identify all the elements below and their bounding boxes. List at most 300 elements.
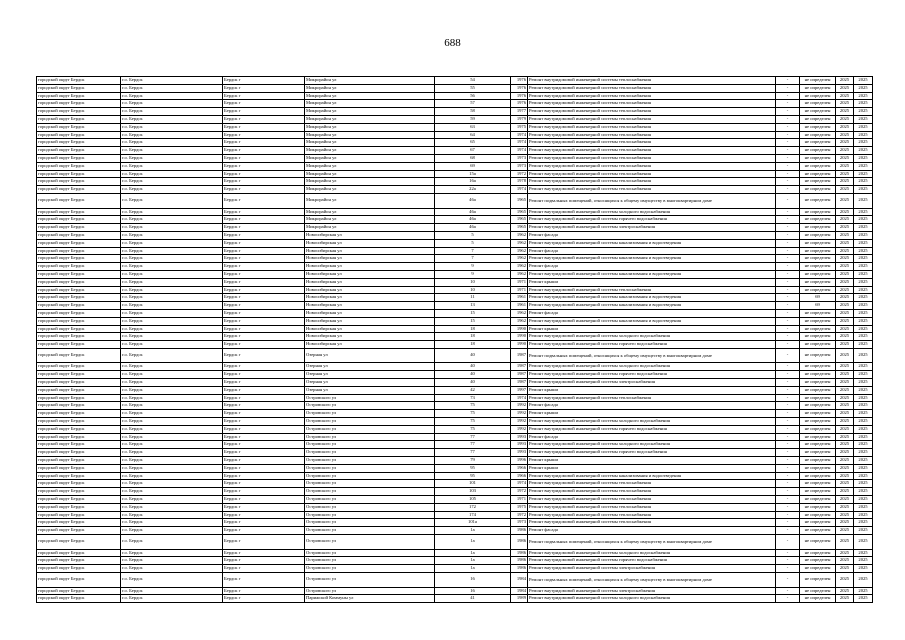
- dash-cell: -: [776, 464, 800, 472]
- dash-cell: -: [776, 84, 800, 92]
- dash-cell: -: [776, 147, 800, 155]
- dash-cell: -: [776, 433, 800, 441]
- house-number-cell: 77: [435, 449, 511, 457]
- amount-cell: не определен: [800, 84, 836, 92]
- house-number-cell: 16а: [435, 178, 511, 186]
- year-cell: 1984: [511, 587, 528, 595]
- plan-start-cell: 2025: [836, 302, 854, 310]
- year-cell: 1976: [511, 84, 528, 92]
- house-number-cell: 1а: [435, 527, 511, 535]
- dash-cell: -: [776, 418, 800, 426]
- street-cell: Микрорайон ул: [305, 115, 435, 123]
- year-cell: 1986: [511, 565, 528, 573]
- municipality-cell: городской округ Бердск: [37, 503, 121, 511]
- year-cell: 1962: [511, 247, 528, 255]
- work-type-cell: Ремонт подвальных помещений, относящихся к общему имуществу в многоквартирном доме: [528, 193, 776, 208]
- plan-start-cell: 2025: [836, 394, 854, 402]
- dash-cell: -: [776, 100, 800, 108]
- table-row: [37, 294, 873, 302]
- table-row: [37, 309, 873, 317]
- work-type-cell: Ремонт внутридомовой инженерной системы горячего водоснабжения: [528, 425, 776, 433]
- plan-end-cell: 2025: [854, 131, 873, 139]
- amount-cell: не определен: [800, 77, 836, 85]
- plan-end-cell: 2025: [854, 84, 873, 92]
- amount-cell: не определен: [800, 595, 836, 603]
- plan-start-cell: 2025: [836, 309, 854, 317]
- plan-end-cell: 2025: [854, 410, 873, 418]
- amount-cell: не определен: [800, 488, 836, 496]
- municipality-cell: городской округ Бердск: [37, 162, 121, 170]
- street-cell: Парижской Коммуны ул: [305, 595, 435, 603]
- amount-cell: не определен: [800, 170, 836, 178]
- year-cell: 1992: [511, 425, 528, 433]
- municipality-cell: городской округ Бердск: [37, 216, 121, 224]
- house-number-cell: 18: [435, 333, 511, 341]
- amount-cell: не определен: [800, 587, 836, 595]
- table-row: [37, 186, 873, 194]
- work-type-cell: Ремонт фасада: [528, 527, 776, 535]
- year-cell: 1974: [511, 186, 528, 194]
- dash-cell: -: [776, 216, 800, 224]
- municipality-cell: городской округ Бердск: [37, 270, 121, 278]
- table-row: [37, 108, 873, 116]
- street-cell: Микрорайон ул: [305, 170, 435, 178]
- plan-start-cell: 2025: [836, 488, 854, 496]
- plan-end-cell: 2025: [854, 386, 873, 394]
- work-type-cell: Ремонт внутридомовой инженерной системы теплоснабжения: [528, 84, 776, 92]
- settlement-cell: г.о. Бердск: [121, 170, 223, 178]
- work-type-cell: Ремонт внутридомовой инженерной системы теплоснабжения: [528, 394, 776, 402]
- municipality-cell: городской округ Бердск: [37, 425, 121, 433]
- plan-start-cell: 2025: [836, 410, 854, 418]
- street-cell: Новосибирская ул: [305, 302, 435, 310]
- plan-end-cell: 2025: [854, 255, 873, 263]
- amount-cell: не определен: [800, 573, 836, 588]
- plan-end-cell: 2025: [854, 573, 873, 588]
- amount-cell: не определен: [800, 394, 836, 402]
- amount-cell: не определен: [800, 333, 836, 341]
- street-cell: Островского ул: [305, 464, 435, 472]
- street-cell: Микрорайон ул: [305, 123, 435, 131]
- city-cell: Бердск г: [223, 178, 305, 186]
- municipality-cell: городской округ Бердск: [37, 587, 121, 595]
- city-cell: Бердск г: [223, 162, 305, 170]
- plan-start-cell: 2025: [836, 123, 854, 131]
- municipality-cell: городской округ Бердск: [37, 535, 121, 550]
- plan-start-cell: 2025: [836, 84, 854, 92]
- year-cell: 1990: [511, 325, 528, 333]
- work-type-cell: Ремонт внутридомовой инженерной системы электроснабжения: [528, 587, 776, 595]
- street-cell: Микрорайон ул: [305, 131, 435, 139]
- plan-end-cell: 2025: [854, 418, 873, 426]
- table-row: [37, 231, 873, 239]
- city-cell: Бердск г: [223, 348, 305, 363]
- plan-end-cell: 2025: [854, 247, 873, 255]
- amount-cell: не определен: [800, 410, 836, 418]
- house-number-cell: 1а: [435, 565, 511, 573]
- settlement-cell: г.о. Бердск: [121, 131, 223, 139]
- municipality-cell: городской округ Бердск: [37, 565, 121, 573]
- settlement-cell: г.о. Бердск: [121, 255, 223, 263]
- city-cell: Бердск г: [223, 386, 305, 394]
- table-row: [37, 441, 873, 449]
- street-cell: Островского ул: [305, 511, 435, 519]
- work-type-cell: Ремонт внутридомовой инженерной системы теплоснабжения: [528, 178, 776, 186]
- plan-start-cell: 2025: [836, 549, 854, 557]
- amount-cell: не определен: [800, 108, 836, 116]
- street-cell: Островского ул: [305, 587, 435, 595]
- dash-cell: -: [776, 139, 800, 147]
- dash-cell: -: [776, 480, 800, 488]
- street-cell: Озерная ул: [305, 363, 435, 371]
- amount-cell: 69: [800, 302, 836, 310]
- house-number-cell: 5: [435, 239, 511, 247]
- house-number-cell: 13: [435, 302, 511, 310]
- municipality-cell: городской округ Бердск: [37, 464, 121, 472]
- table-row: [37, 511, 873, 519]
- municipality-cell: городской округ Бердск: [37, 341, 121, 349]
- amount-cell: не определен: [800, 139, 836, 147]
- house-number-cell: 41: [435, 595, 511, 603]
- table-row: [37, 162, 873, 170]
- city-cell: Бердск г: [223, 573, 305, 588]
- amount-cell: не определен: [800, 270, 836, 278]
- year-cell: 1975: [511, 503, 528, 511]
- dash-cell: -: [776, 379, 800, 387]
- plan-start-cell: 2025: [836, 325, 854, 333]
- table-row: [37, 216, 873, 224]
- plan-end-cell: 2025: [854, 433, 873, 441]
- city-cell: Бердск г: [223, 333, 305, 341]
- dash-cell: -: [776, 247, 800, 255]
- municipality-cell: городской округ Бердск: [37, 557, 121, 565]
- city-cell: Бердск г: [223, 410, 305, 418]
- year-cell: 1987: [511, 379, 528, 387]
- house-number-cell: 54: [435, 77, 511, 85]
- dash-cell: -: [776, 108, 800, 116]
- city-cell: Бердск г: [223, 488, 305, 496]
- plan-start-cell: 2025: [836, 535, 854, 550]
- settlement-cell: г.о. Бердск: [121, 371, 223, 379]
- plan-start-cell: 2025: [836, 239, 854, 247]
- street-cell: Новосибирская ул: [305, 263, 435, 271]
- amount-cell: не определен: [800, 278, 836, 286]
- settlement-cell: г.о. Бердск: [121, 386, 223, 394]
- plan-start-cell: 2025: [836, 557, 854, 565]
- plan-end-cell: 2025: [854, 147, 873, 155]
- plan-end-cell: 2025: [854, 496, 873, 504]
- year-cell: 1962: [511, 270, 528, 278]
- dash-cell: -: [776, 457, 800, 465]
- city-cell: Бердск г: [223, 263, 305, 271]
- dash-cell: -: [776, 239, 800, 247]
- dash-cell: -: [776, 573, 800, 588]
- street-cell: Новосибирская ул: [305, 247, 435, 255]
- city-cell: Бердск г: [223, 433, 305, 441]
- dash-cell: -: [776, 131, 800, 139]
- settlement-cell: г.о. Бердск: [121, 309, 223, 317]
- year-cell: 1973: [511, 519, 528, 527]
- house-number-cell: 77: [435, 433, 511, 441]
- amount-cell: не определен: [800, 131, 836, 139]
- plan-start-cell: 2025: [836, 449, 854, 457]
- work-type-cell: Ремонт внутридомовой инженерной системы канализования и водоотведения: [528, 239, 776, 247]
- city-cell: Бердск г: [223, 402, 305, 410]
- work-type-cell: Ремонт крыши: [528, 278, 776, 286]
- city-cell: Бердск г: [223, 108, 305, 116]
- city-cell: Бердск г: [223, 131, 305, 139]
- city-cell: Бердск г: [223, 147, 305, 155]
- city-cell: Бердск г: [223, 480, 305, 488]
- street-cell: Островского ул: [305, 433, 435, 441]
- plan-start-cell: 2025: [836, 224, 854, 232]
- work-type-cell: Ремонт внутридомовой инженерной системы теплоснабжения: [528, 139, 776, 147]
- plan-end-cell: 2025: [854, 464, 873, 472]
- city-cell: Бердск г: [223, 216, 305, 224]
- street-cell: Островского ул: [305, 425, 435, 433]
- table-row: [37, 115, 873, 123]
- dash-cell: -: [776, 309, 800, 317]
- work-type-cell: Ремонт внутридомовой инженерной системы канализования и водоотведения: [528, 294, 776, 302]
- table-row: [37, 488, 873, 496]
- plan-end-cell: 2025: [854, 294, 873, 302]
- plan-start-cell: 2025: [836, 441, 854, 449]
- municipality-cell: городской округ Бердск: [37, 77, 121, 85]
- city-cell: Бердск г: [223, 317, 305, 325]
- dash-cell: -: [776, 557, 800, 565]
- street-cell: Островского ул: [305, 527, 435, 535]
- table-row: [37, 535, 873, 550]
- settlement-cell: г.о. Бердск: [121, 84, 223, 92]
- street-cell: Новосибирская ул: [305, 231, 435, 239]
- municipality-cell: городской округ Бердск: [37, 263, 121, 271]
- dash-cell: -: [776, 519, 800, 527]
- settlement-cell: г.о. Бердск: [121, 108, 223, 116]
- plan-end-cell: 2025: [854, 286, 873, 294]
- city-cell: Бердск г: [223, 472, 305, 480]
- house-number-cell: 75: [435, 425, 511, 433]
- municipality-cell: городской округ Бердск: [37, 247, 121, 255]
- dash-cell: -: [776, 170, 800, 178]
- plan-end-cell: 2025: [854, 402, 873, 410]
- house-number-cell: 46а: [435, 224, 511, 232]
- amount-cell: не определен: [800, 341, 836, 349]
- house-number-cell: 95: [435, 472, 511, 480]
- amount-cell: не определен: [800, 503, 836, 511]
- work-type-cell: Ремонт внутридомовой инженерной системы теплоснабжения: [528, 503, 776, 511]
- street-cell: Островского ул: [305, 535, 435, 550]
- street-cell: Островского ул: [305, 496, 435, 504]
- table-body: [37, 77, 873, 603]
- amount-cell: не определен: [800, 100, 836, 108]
- house-number-cell: 1а: [435, 549, 511, 557]
- city-cell: Бердск г: [223, 170, 305, 178]
- house-number-cell: 174: [435, 511, 511, 519]
- house-number-cell: 15: [435, 309, 511, 317]
- table-row: [37, 325, 873, 333]
- plan-start-cell: 2025: [836, 270, 854, 278]
- settlement-cell: г.о. Бердск: [121, 472, 223, 480]
- dash-cell: -: [776, 472, 800, 480]
- plan-start-cell: 2025: [836, 263, 854, 271]
- year-cell: 1976: [511, 92, 528, 100]
- table-row: [37, 464, 873, 472]
- settlement-cell: г.о. Бердск: [121, 216, 223, 224]
- year-cell: 1962: [511, 239, 528, 247]
- house-number-cell: 46а: [435, 208, 511, 216]
- settlement-cell: г.о. Бердск: [121, 565, 223, 573]
- house-number-cell: 40: [435, 363, 511, 371]
- plan-start-cell: 2025: [836, 418, 854, 426]
- street-cell: Островского ул: [305, 573, 435, 588]
- settlement-cell: г.о. Бердск: [121, 193, 223, 208]
- dash-cell: -: [776, 302, 800, 310]
- dash-cell: -: [776, 496, 800, 504]
- amount-cell: не определен: [800, 216, 836, 224]
- capital-repair-table: [36, 76, 873, 603]
- work-type-cell: Ремонт подвальных помещений, относящихся к общему имуществу в многоквартирном доме: [528, 535, 776, 550]
- street-cell: Озерная ул: [305, 371, 435, 379]
- plan-end-cell: 2025: [854, 263, 873, 271]
- street-cell: Микрорайон ул: [305, 216, 435, 224]
- street-cell: Микрорайон ул: [305, 186, 435, 194]
- plan-start-cell: 2025: [836, 425, 854, 433]
- municipality-cell: городской округ Бердск: [37, 418, 121, 426]
- year-cell: 1993: [511, 441, 528, 449]
- city-cell: Бердск г: [223, 527, 305, 535]
- amount-cell: не определен: [800, 224, 836, 232]
- year-cell: 1992: [511, 410, 528, 418]
- plan-start-cell: 2025: [836, 480, 854, 488]
- plan-start-cell: 2025: [836, 511, 854, 519]
- plan-start-cell: 2025: [836, 433, 854, 441]
- work-type-cell: Ремонт внутридомовой инженерной системы теплоснабжения: [528, 511, 776, 519]
- municipality-cell: городской округ Бердск: [37, 433, 121, 441]
- city-cell: Бердск г: [223, 441, 305, 449]
- municipality-cell: городской округ Бердск: [37, 115, 121, 123]
- plan-end-cell: 2025: [854, 535, 873, 550]
- year-cell: 1962: [511, 255, 528, 263]
- settlement-cell: г.о. Бердск: [121, 100, 223, 108]
- settlement-cell: г.о. Бердск: [121, 511, 223, 519]
- table-row: [37, 519, 873, 527]
- table-row: [37, 123, 873, 131]
- municipality-cell: городской округ Бердск: [37, 239, 121, 247]
- amount-cell: не определен: [800, 565, 836, 573]
- settlement-cell: г.о. Бердск: [121, 573, 223, 588]
- street-cell: Островского ул: [305, 488, 435, 496]
- city-cell: Бердск г: [223, 549, 305, 557]
- work-type-cell: Ремонт фасада: [528, 263, 776, 271]
- work-type-cell: Ремонт внутридомовой инженерной системы горячего водоснабжения: [528, 371, 776, 379]
- house-number-cell: 40: [435, 371, 511, 379]
- year-cell: 1966: [511, 464, 528, 472]
- year-cell: 1965: [511, 224, 528, 232]
- house-number-cell: 55: [435, 84, 511, 92]
- plan-start-cell: 2025: [836, 503, 854, 511]
- settlement-cell: г.о. Бердск: [121, 77, 223, 85]
- amount-cell: не определен: [800, 162, 836, 170]
- city-cell: Бердск г: [223, 371, 305, 379]
- year-cell: 1976: [511, 100, 528, 108]
- dash-cell: -: [776, 363, 800, 371]
- dash-cell: -: [776, 425, 800, 433]
- municipality-cell: городской округ Бердск: [37, 255, 121, 263]
- city-cell: Бердск г: [223, 457, 305, 465]
- plan-start-cell: 2025: [836, 464, 854, 472]
- year-cell: 1992: [511, 402, 528, 410]
- city-cell: Бердск г: [223, 92, 305, 100]
- settlement-cell: г.о. Бердск: [121, 503, 223, 511]
- settlement-cell: г.о. Бердск: [121, 587, 223, 595]
- settlement-cell: г.о. Бердск: [121, 154, 223, 162]
- house-number-cell: 172: [435, 503, 511, 511]
- settlement-cell: г.о. Бердск: [121, 341, 223, 349]
- year-cell: 1962: [511, 317, 528, 325]
- plan-start-cell: 2025: [836, 100, 854, 108]
- city-cell: Бердск г: [223, 503, 305, 511]
- amount-cell: не определен: [800, 441, 836, 449]
- plan-end-cell: 2025: [854, 100, 873, 108]
- dash-cell: -: [776, 549, 800, 557]
- work-type-cell: Ремонт фасада: [528, 247, 776, 255]
- municipality-cell: городской округ Бердск: [37, 573, 121, 588]
- table-row: [37, 379, 873, 387]
- municipality-cell: городской округ Бердск: [37, 286, 121, 294]
- table-row: [37, 270, 873, 278]
- house-number-cell: 58: [435, 108, 511, 116]
- municipality-cell: городской округ Бердск: [37, 363, 121, 371]
- work-type-cell: Ремонт фасада: [528, 309, 776, 317]
- city-cell: Бердск г: [223, 535, 305, 550]
- plan-start-cell: 2025: [836, 216, 854, 224]
- municipality-cell: городской округ Бердск: [37, 402, 121, 410]
- table-row: [37, 333, 873, 341]
- plan-start-cell: 2025: [836, 457, 854, 465]
- plan-end-cell: 2025: [854, 425, 873, 433]
- street-cell: Островского ул: [305, 549, 435, 557]
- house-number-cell: 9: [435, 263, 511, 271]
- plan-end-cell: 2025: [854, 170, 873, 178]
- house-number-cell: 1а: [435, 535, 511, 550]
- plan-start-cell: 2025: [836, 317, 854, 325]
- city-cell: Бердск г: [223, 231, 305, 239]
- street-cell: Островского ул: [305, 503, 435, 511]
- plan-start-cell: 2025: [836, 402, 854, 410]
- house-number-cell: 59: [435, 115, 511, 123]
- city-cell: Бердск г: [223, 139, 305, 147]
- house-number-cell: 77: [435, 441, 511, 449]
- amount-cell: не определен: [800, 371, 836, 379]
- work-type-cell: Ремонт внутридомовой инженерной системы канализования и водоотведения: [528, 302, 776, 310]
- plan-end-cell: 2025: [854, 178, 873, 186]
- dash-cell: -: [776, 386, 800, 394]
- street-cell: Новосибирская ул: [305, 309, 435, 317]
- amount-cell: не определен: [800, 363, 836, 371]
- plan-start-cell: 2025: [836, 208, 854, 216]
- city-cell: Бердск г: [223, 418, 305, 426]
- house-number-cell: 7: [435, 247, 511, 255]
- city-cell: Бердск г: [223, 186, 305, 194]
- city-cell: Бердск г: [223, 100, 305, 108]
- street-cell: Новосибирская ул: [305, 270, 435, 278]
- plan-end-cell: 2025: [854, 511, 873, 519]
- city-cell: Бердск г: [223, 247, 305, 255]
- plan-end-cell: 2025: [854, 186, 873, 194]
- plan-end-cell: 2025: [854, 108, 873, 116]
- amount-cell: не определен: [800, 496, 836, 504]
- street-cell: Островского ул: [305, 410, 435, 418]
